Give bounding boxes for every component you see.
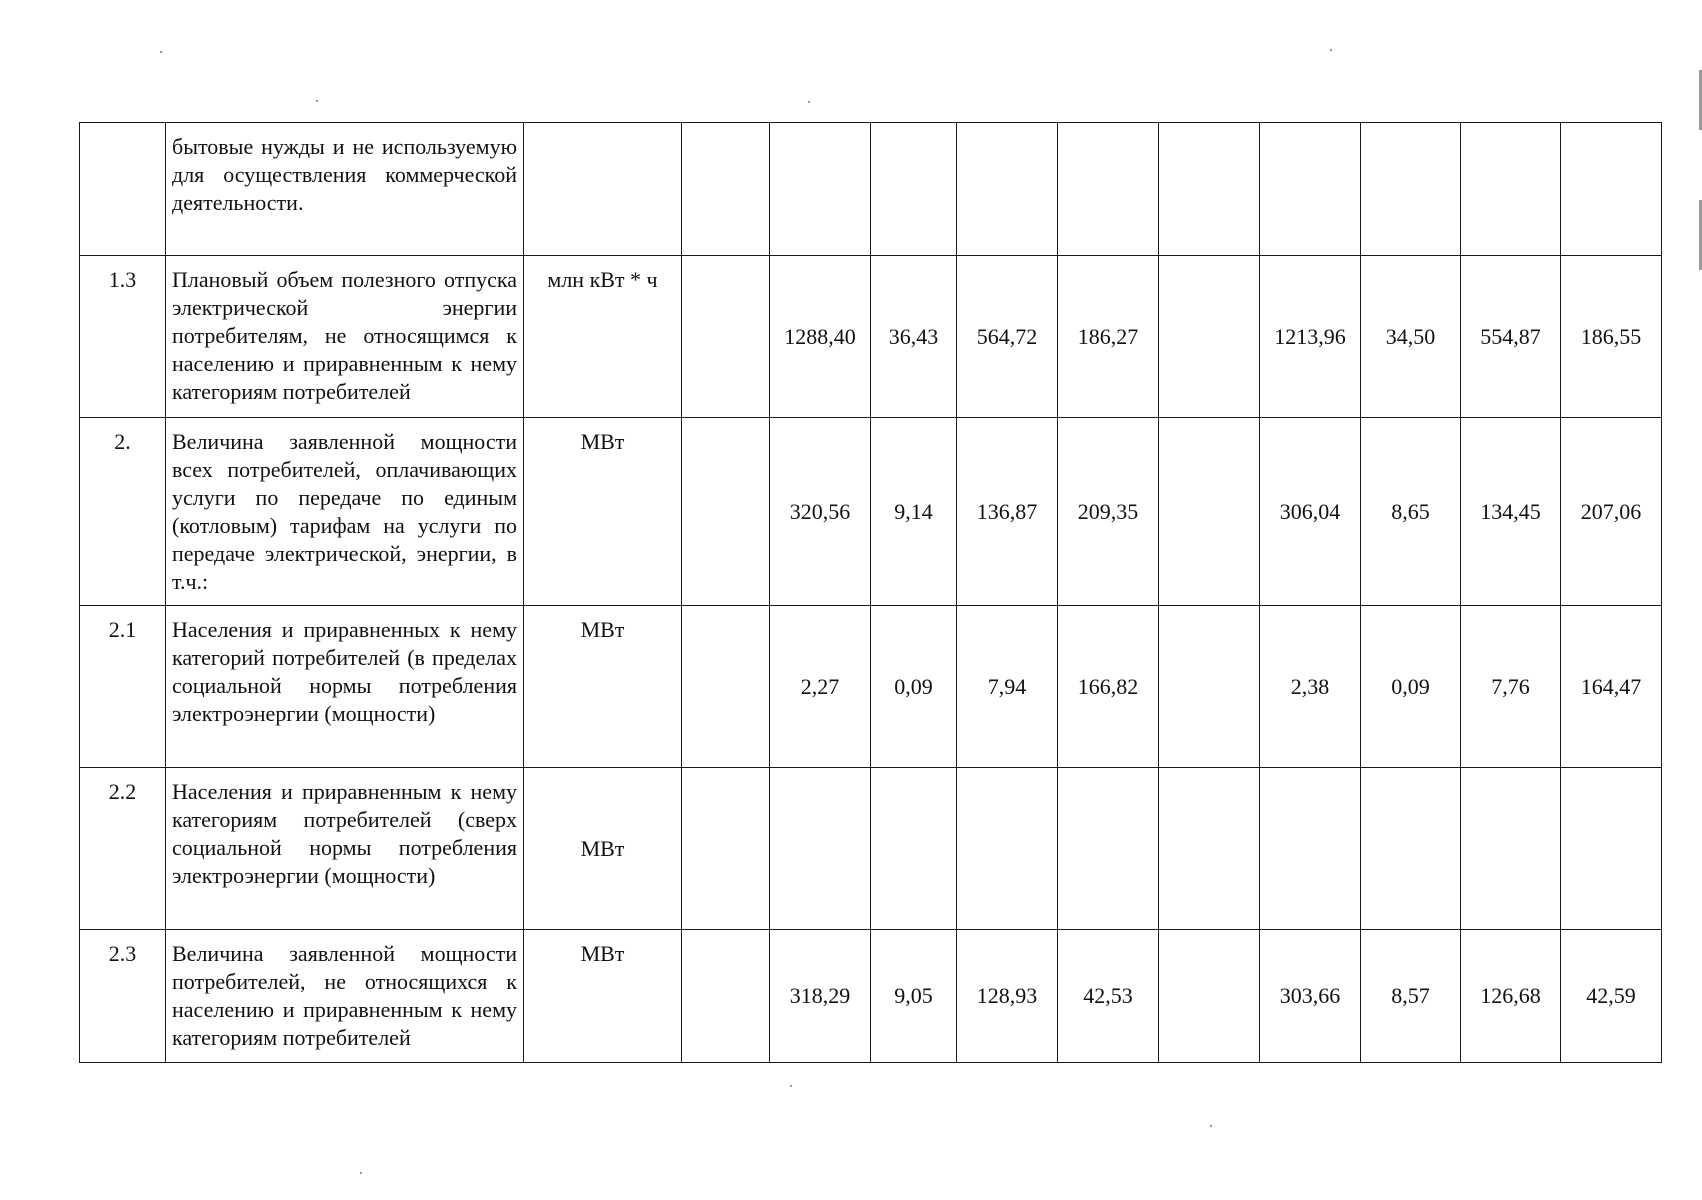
value-cell [1260, 123, 1361, 256]
scan-speck [790, 1085, 792, 1087]
value-cell: 8,57 [1361, 930, 1461, 1063]
row-description: Населения и приравненным к нему категориям потребителей (сверх социальной нормы потребления электроэнергии (мощности) [166, 768, 524, 930]
value-cell [1058, 123, 1159, 256]
scan-speck [316, 100, 318, 102]
tariff-table [79, 122, 1662, 1063]
value-cell: 1213,96 [1260, 256, 1361, 418]
row-number: 2. [80, 418, 166, 606]
value-cell: 186,27 [1058, 256, 1159, 418]
value-cell: 7,94 [957, 606, 1058, 768]
value-cell [957, 768, 1058, 930]
scan-speck [160, 51, 162, 53]
value-cell: 34,50 [1361, 256, 1461, 418]
row-number [80, 123, 166, 256]
value-cell [682, 606, 770, 768]
value-cell: 303,66 [1260, 930, 1361, 1063]
value-cell [682, 123, 770, 256]
row-unit: МВт [524, 930, 682, 1063]
value-cell: 9,05 [871, 930, 957, 1063]
value-cell [1461, 123, 1561, 256]
row-number: 1.3 [80, 256, 166, 418]
value-cell [1159, 930, 1260, 1063]
scan-speck [1210, 1125, 1212, 1127]
value-cell: 554,87 [1461, 256, 1561, 418]
value-cell [1461, 768, 1561, 930]
value-cell: 564,72 [957, 256, 1058, 418]
value-cell: 207,06 [1561, 418, 1662, 606]
value-cell: 42,53 [1058, 930, 1159, 1063]
value-cell: 166,82 [1058, 606, 1159, 768]
value-cell: 36,43 [871, 256, 957, 418]
value-cell: 0,09 [871, 606, 957, 768]
row-description: Величина заявленной мощности потребителей, не относящихся к населению и приравненным к нему категориям потребителей [166, 930, 524, 1063]
value-cell [1159, 768, 1260, 930]
row-description: Величина заявленной мощности всех потребителей, оплачивающих услуги по передаче по единым (котловым) тарифам на услуги по передаче электрической, энергии, в т.ч.: [166, 418, 524, 606]
value-cell [957, 123, 1058, 256]
value-cell: 134,45 [1461, 418, 1561, 606]
value-cell [682, 418, 770, 606]
row-unit: млн кВт * ч [524, 256, 682, 418]
value-cell: 164,47 [1561, 606, 1662, 768]
scan-speck [808, 101, 810, 103]
value-cell [1561, 123, 1662, 256]
value-cell [1361, 768, 1461, 930]
value-cell: 128,93 [957, 930, 1058, 1063]
table-row [80, 930, 1662, 1063]
row-unit: МВт [524, 418, 682, 606]
value-cell: 126,68 [1461, 930, 1561, 1063]
value-cell: 136,87 [957, 418, 1058, 606]
value-cell: 1288,40 [770, 256, 871, 418]
row-number: 2.1 [80, 606, 166, 768]
value-cell: 320,56 [770, 418, 871, 606]
value-cell [1159, 123, 1260, 256]
table-row [80, 418, 1662, 606]
table-row [80, 768, 1662, 930]
value-cell: 209,35 [1058, 418, 1159, 606]
value-cell: 318,29 [770, 930, 871, 1063]
value-cell [871, 768, 957, 930]
value-cell [871, 123, 957, 256]
value-cell [1361, 123, 1461, 256]
value-cell [682, 930, 770, 1063]
value-cell [1159, 418, 1260, 606]
row-number: 2.2 [80, 768, 166, 930]
value-cell: 7,76 [1461, 606, 1561, 768]
value-cell [1058, 768, 1159, 930]
value-cell [1561, 768, 1662, 930]
value-cell: 0,09 [1361, 606, 1461, 768]
value-cell [1260, 768, 1361, 930]
value-cell [770, 768, 871, 930]
value-cell: 8,65 [1361, 418, 1461, 606]
row-unit: МВт [524, 606, 682, 768]
row-unit [524, 123, 682, 256]
row-description: бытовые нужды и не используемую для осуществления коммерческой деятельности. [166, 123, 524, 256]
scan-speck [1330, 49, 1332, 51]
value-cell [682, 768, 770, 930]
table-row [80, 123, 1662, 256]
value-cell: 42,59 [1561, 930, 1662, 1063]
value-cell: 186,55 [1561, 256, 1662, 418]
value-cell: 2,27 [770, 606, 871, 768]
value-cell [682, 256, 770, 418]
scan-speck [360, 1172, 362, 1174]
table-row [80, 606, 1662, 768]
row-number: 2.3 [80, 930, 166, 1063]
value-cell [1159, 256, 1260, 418]
value-cell: 2,38 [1260, 606, 1361, 768]
value-cell: 9,14 [871, 418, 957, 606]
table-row [80, 256, 1662, 418]
value-cell [1159, 606, 1260, 768]
value-cell: 306,04 [1260, 418, 1361, 606]
row-description: Населения и приравненных к нему категорий потребителей (в пределах социальной нормы потребления электроэнергии (мощности) [166, 606, 524, 768]
row-description: Плановый объем полезного отпуска электрической энергии потребителям, не относящимся к населению и приравненным к нему категориям потребителей [166, 256, 524, 418]
value-cell [770, 123, 871, 256]
row-unit: МВт [524, 768, 682, 930]
